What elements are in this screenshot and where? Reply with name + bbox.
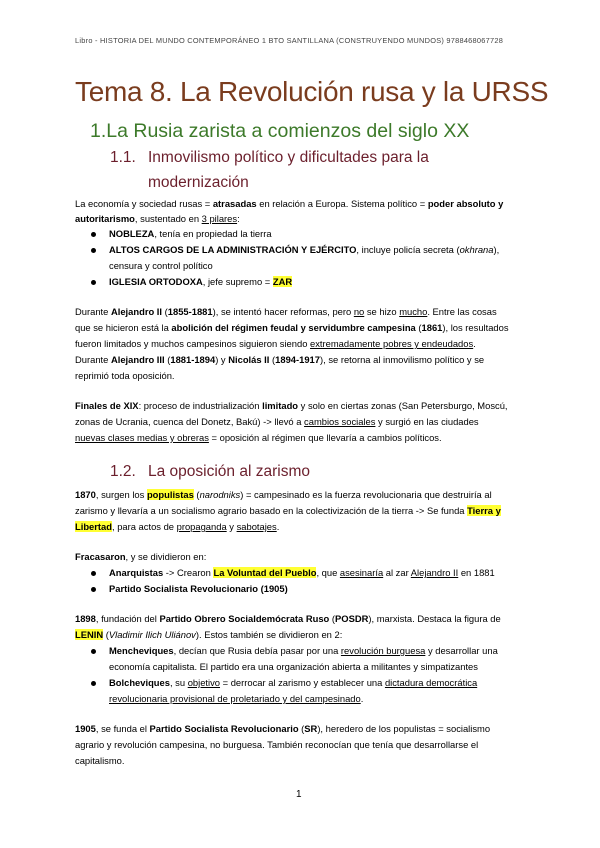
subsection-heading-1-2: 1.2. La oposición al zarismo [110, 463, 310, 480]
document-page: Libro - HISTORIA DEL MUNDO CONTEMPORÁNEO 1 BTO SANTILLANA (CONSTRUYENDO MUNDOS) 9788468067728 Tema 8. La Revolución rusa y la URSS 1.La Rusia zarista a comienzos del siglo XX 1.1. Inmovilismo político y dificultades para la modernización La economía y sociedad rusas = atrasadas en relación a Europa. Sistema político = poder absoluto y autoritarismo, sustentado en 3 pilares: NOBLEZA, tenía en propiedad la tierra ALTOS CARGOS DE LA ADMINISTRACIÓN Y EJÉRCITO, incluye policía secreta (okhrana), censura y control político IGLESIA ORTODOXA, jefe supremo = ZAR Durante Alejandro II (1855-1881), se intentó hacer reformas, pero no se hizo mucho. Entre las cosas que se hicieron está la abolición del régimen feudal y servidumbre campesina (1861), los resultados fueron limitados y muchos campesinos siguieron siendo extremadamente pobres y endeudados. Durante Alejandro III (1881-1894) y Nicolás II (1894-1917), se retorna al inmovilismo político y se reprimió toda oposición. Finales de XIX: proceso de industrialización limitado y solo en ciertas zonas (San Petersburgo, Moscú, zonas de Ucrania, cuenca del Donetz, Bakú) -> llevó a cambios sociales y surgió en las ciudades nuevas clases medias y obreras = oposición al régimen que llevaría a cambios políticos. 1.2. La oposición al zarismo 1870, surgen los populistas (narodniks) = campesinado es la fuerza revolucionaria que destruiría al zarismo y llevaría a un socialismo agrario basado en la colectivización de la tierra -> Se funda Tierra y Libertad, para actos de propaganda y sabotajes. Fracasaron, y se dividieron en: Anarquistas -> Crearon La Voluntad del Pueblo, que asesinaría al zar Alejandro II en 1881 Partido Socialista Revolucionario (1905) 1898, fundación del Partido Obrero Socialdemócrata Ruso (POSDR), marxista. Destaca la figura de LENIN (Vladimir Ilich Uliánov). Estos también se dividieron en 2: Mencheviques, decían que Rusia debía pasar por una revolución burguesa y desarrollar una economía capitalista. El partido era una organización abierta a militantes y simpatizantes Bolcheviques, su objetivo = derrocar al zarismo y establecer una dictadura democrática revolucionaria provisional de proletariado y del campesinado. 1905, se funda el Partido Socialista Revolucionario (SR), heredero de los populistas = socialismo agrario y revolución campesina, no burguesa. También reconocían que tenía que desarrollarse el capitalismo. 1 [75, 36, 549, 800]
paragraph-sr-line2: agrario y revolución campesina, no burguesa. También reconocían que tenía que desarrollarse el [75, 739, 479, 750]
bullet-icon [91, 681, 96, 686]
subsection-heading-1-1: 1.1. Inmovilismo político y dificultades para la [110, 149, 429, 166]
paragraph-posdr-line2: LENIN (Vladimir Ilich Uliánov). Estos también se dividieron en 2: [75, 629, 343, 640]
bullet-icon [91, 571, 96, 576]
paragraph-industrial-line2: zonas de Ucrania, cuenca del Donetz, Bakú) -> llevó a cambios sociales y surgió en las ciudades [75, 416, 479, 427]
paragraph-populists-line2: zarismo y llevaría a un socialismo agrario basado en la colectivización de la tierra -> Se funda Tierra y [75, 505, 501, 516]
paragraph-reforms-line2: que se hicieron está la abolición del régimen feudal y servidumbre campesina (1861), los resultados [75, 322, 509, 333]
list-item-continuation: censura y control político [109, 260, 213, 271]
paragraph-industrial-line3: nuevas clases medias y obreras = oposición al régimen que llevaría a cambios políticos. [75, 432, 442, 443]
section-heading-1: 1.La Rusia zarista a comienzos del siglo XX [90, 120, 470, 142]
paragraph-reforms-line1: Durante Alejandro II (1855-1881), se intentó hacer reformas, pero no se hizo mucho. Entre las cosas [75, 306, 497, 317]
bullet-icon [91, 280, 96, 285]
paragraph-reforms-line5: reprimió toda oposición. [75, 370, 175, 381]
list-item-continuation: economía capitalista. El partido era una organización abierta a militantes y simpatizantes [109, 661, 478, 672]
paragraph-populists-line1: 1870, surgen los populistas (narodniks) = campesinado es la fuerza revolucionaria que destruiría al [75, 489, 492, 500]
paragraph-posdr-line1: 1898, fundación del Partido Obrero Socialdemócrata Ruso (POSDR), marxista. Destaca la figura de [75, 613, 501, 624]
paragraph-populists-line3: Libertad, para actos de propaganda y sabotajes. [75, 521, 280, 532]
paragraph-reforms-line4: Durante Alejandro III (1881-1894) y Nicolás II (1894-1917), se retorna al inmovilismo político y se [75, 354, 485, 365]
bullet-icon [91, 649, 96, 654]
page-number: 1 [296, 789, 302, 800]
chapter-title: Tema 8. La Revolución rusa y la URSS [75, 76, 549, 107]
paragraph-fracaso: Fracasaron, y se dividieron en: [75, 551, 207, 562]
paragraph-sr-line1: 1905, se funda el Partido Socialista Revolucionario (SR), heredero de los populistas = socialismo [75, 723, 491, 734]
bullet-icon [91, 587, 96, 592]
bullet-icon [91, 232, 96, 237]
running-header: Libro - HISTORIA DEL MUNDO CONTEMPORÁNEO 1 BTO SANTILLANA (CONSTRUYENDO MUNDOS) 9788468067728 [75, 36, 504, 45]
paragraph-economy-line2: autoritarismo, sustentado en 3 pilares: [75, 213, 240, 224]
paragraph-reforms-line3: fueron limitados y muchos campesinos siguieron siendo extremadamente pobres y endeudados. [75, 338, 476, 349]
bullet-icon [91, 248, 96, 253]
paragraph-sr-line3: capitalismo. [75, 755, 125, 766]
subsection-heading-1-1-cont: modernización [148, 174, 249, 191]
paragraph-industrial-line1: Finales de XIX: proceso de industrialización limitado y solo en ciertas zonas (San Petersburgo, Moscú, [75, 400, 508, 411]
list-item-continuation: revolucionaria provisional de proletariado y del campesinado. [109, 693, 364, 704]
paragraph-economy: La economía y sociedad rusas = atrasadas en relación a Europa. Sistema político = poder absoluto y [75, 198, 504, 209]
